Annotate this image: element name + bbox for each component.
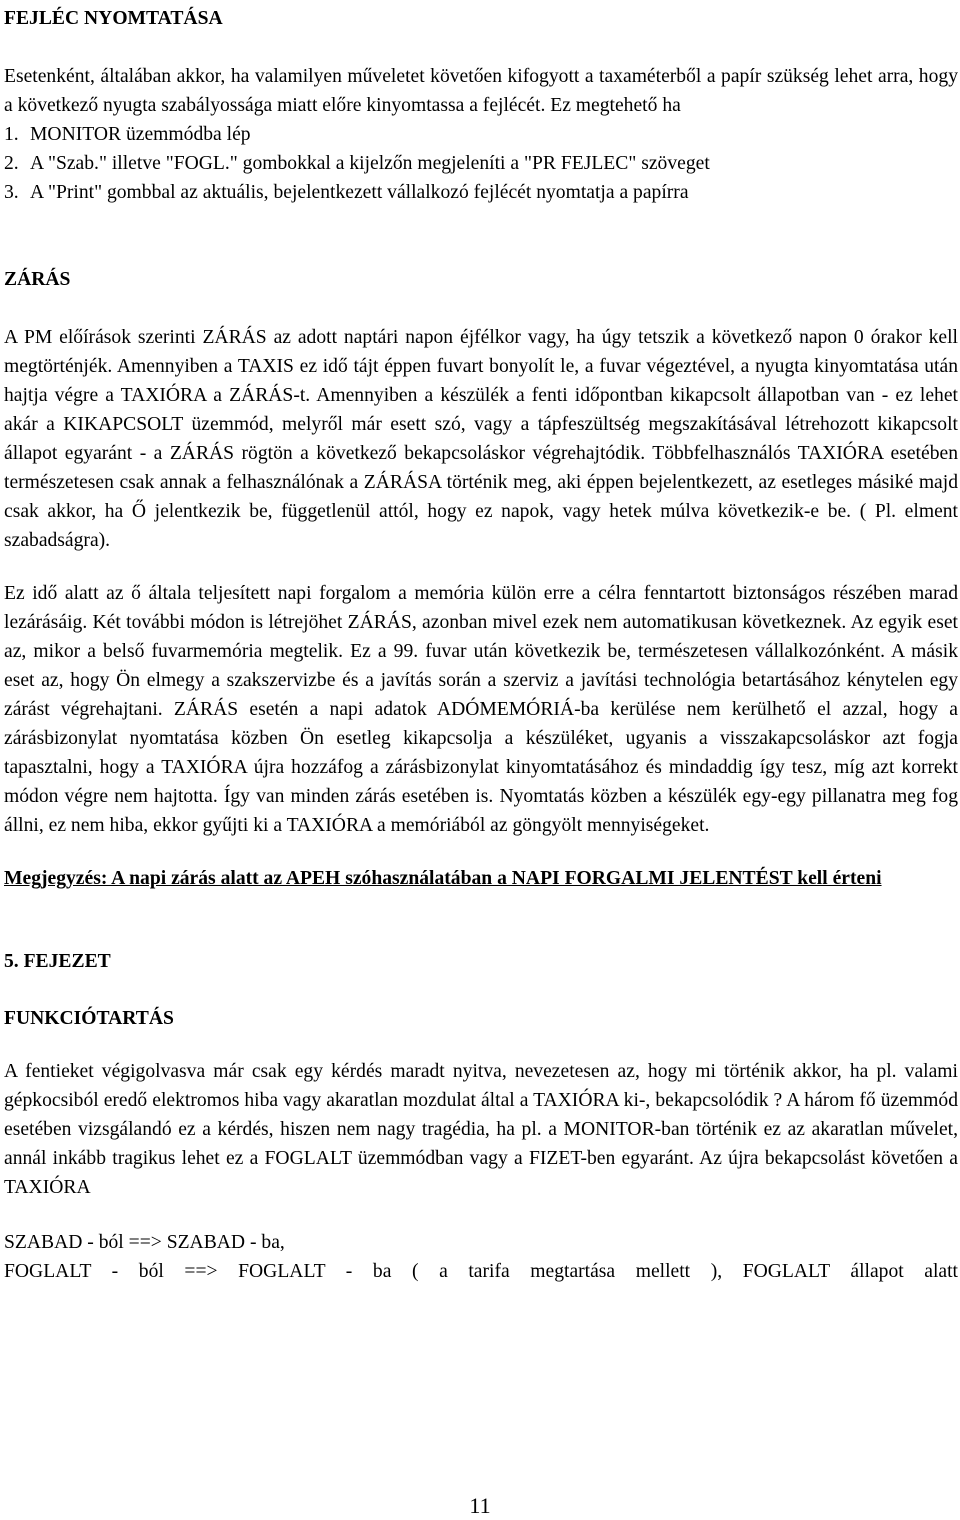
- spacer: [4, 1033, 958, 1057]
- spacer: [4, 207, 958, 265]
- chapter-title: 5. FEJEZET: [4, 951, 111, 972]
- step-number: 2.: [4, 153, 19, 174]
- mode-line-szabad: SZABAD - ból ==> SZABAD - ba,: [4, 1232, 285, 1253]
- section-title-fejlec: FEJLÉC NYOMTATÁSA: [4, 8, 223, 29]
- list-item: [4, 178, 958, 207]
- zaras-note: Megjegyzés: A napi zárás alatt az APEH szóhasználatában a NAPI FORGALMI JELENTÉST kell érteni: [4, 868, 882, 889]
- step-text: A "Szab." illetve "FOGL." gombokkal a kijelzőn megjeleníti a "PR FEJLEC" szöveget: [30, 153, 710, 174]
- spacer: [4, 33, 958, 62]
- spacer: [4, 840, 958, 864]
- fejlec-steps-list: [4, 120, 958, 207]
- spacer: [4, 893, 958, 947]
- zaras-paragraph-2: Ez idő alatt az ő általa teljesített napi forgalom a memória külön erre a célra fenntartott biztonságos részében marad lezárásáig. Két további módon is létrejöhet ZÁRÁS, azonban mivel ezek nem automatikusan következnek. Az egyik eset az, mikor a belső fuvarmemória megtelik. Ez a 99. fuvar után következik be, természetesen vállalkozónként. A másik eset az, hogy Ön elmegy a szakszervizbe és a javítás során a szerviz a javítási technológia betartásához kénytelen egy zárást végrehajtani. ZÁRÁS esetén a napi adatok ADÓMEMÓRIÁ-ba kerülése nem kerülhető el azzal, hogy a zárásbizonylat nyomtatása közben Ön esetleg kikapcsolja a készüléket, ugyanis a visszakapcsoláskor azt fogja tapasztalni, hogy a TAXIÓRA újra hozzáfog a zárásbizonylat kinyomtatásához és mindaddig így tesz, míg azt korrekt módon végre nem hajtotta. Így van minden zárás esetében is. Nyomtatás közben a készülék egy-egy pillanatra meg fog állni, ez nem hiba, ekkor gyűjti ki a TAXIÓRA a memóriából az göngyölt mennyiségeket.: [4, 583, 958, 836]
- zaras-paragraph-1: A PM előírások szerinti ZÁRÁS az adott naptári napon éjfélkor vagy, ha úgy tetszik a következő napon 0 órakor kell megtörténjék. Amennyiben a TAXIS ez idő tájt éppen fuvart bonyolít le, a fuvar végeztével, a nyugta kinyomtatása után hajtja végre a TAXIÓRA a ZÁRÁS-t. Amennyiben a készülék a fenti időpontban kikapcsolt állapotban van - ez lehet akár a KIKAPCSOLT üzemmód, melyről már esett szó, vagy a tápfeszültség megszakításával létrehozott kikapcsolt állapot egyaránt - a ZÁRÁS rögtön a következő bekapcsoláskor végrehajtódik. Többfelhasználós TAXIÓRA esetében természetesen csak annak a felhasználónak a ZÁRÁSA történik meg, aki éppen bejelentkezett, az esetleges másiké majd csak akkor, ha Ő jelentkezik be, függetlenül attól, hogy ez napok, vagy hetek múlva következik-e be. ( Pl. elment szabadságra).: [4, 327, 958, 551]
- document-page: [4, 0, 958, 1286]
- list-item: [4, 120, 958, 149]
- step-number: 3.: [4, 182, 19, 203]
- mode-line-foglalt: FOGLALT - ból ==> FOGLALT - ba ( a tarifa megtartása mellett ), FOGLALT állapot alatt: [4, 1261, 958, 1282]
- page-number: 11: [469, 1493, 491, 1518]
- fejlec-intro-paragraph: Esetenként, általában akkor, ha valamilyen műveletet követően kifogyott a taxaméterből a papír szükség lehet arra, hogy a következő nyugta szabályossága miatt előre kinyomtassa a fejlécét. Ez megtehető ha: [4, 66, 958, 116]
- spacer: [4, 555, 958, 579]
- step-number: 1.: [4, 124, 19, 145]
- section-title-zaras: ZÁRÁS: [4, 269, 71, 290]
- spacer: [4, 1202, 958, 1228]
- step-text: MONITOR üzemmódba lép: [30, 124, 251, 145]
- list-item: [4, 149, 958, 178]
- step-text: A "Print" gombbal az aktuális, bejelentkezett vállalkozó fejlécét nyomtatja a papírra: [30, 182, 689, 203]
- chapter-subtitle: FUNKCIÓTARTÁS: [4, 1008, 174, 1029]
- spacer: [4, 976, 958, 1004]
- spacer: [4, 294, 958, 323]
- funkciotartas-paragraph: A fentieket végigolvasva már csak egy kérdés maradt nyitva, nevezetesen az, hogy mi történik akkor, ha pl. valami gépkocsiból eredő elektromos hiba vagy akaratlan mozdulat által a TAXIÓRA ki-, bekapcsolódik ? A három fő üzemmód esetében vizsgálandó ez a kérdés, hiszen nem nagy tragédia, ha pl. a MONITOR-ban történik ez az akaratlan művelet, annál inkább tragikus lehet ez a FOGLALT üzemmódban vagy a FIZET-ben egyaránt. Az újra bekapcsolást követően a TAXIÓRA: [4, 1061, 958, 1198]
